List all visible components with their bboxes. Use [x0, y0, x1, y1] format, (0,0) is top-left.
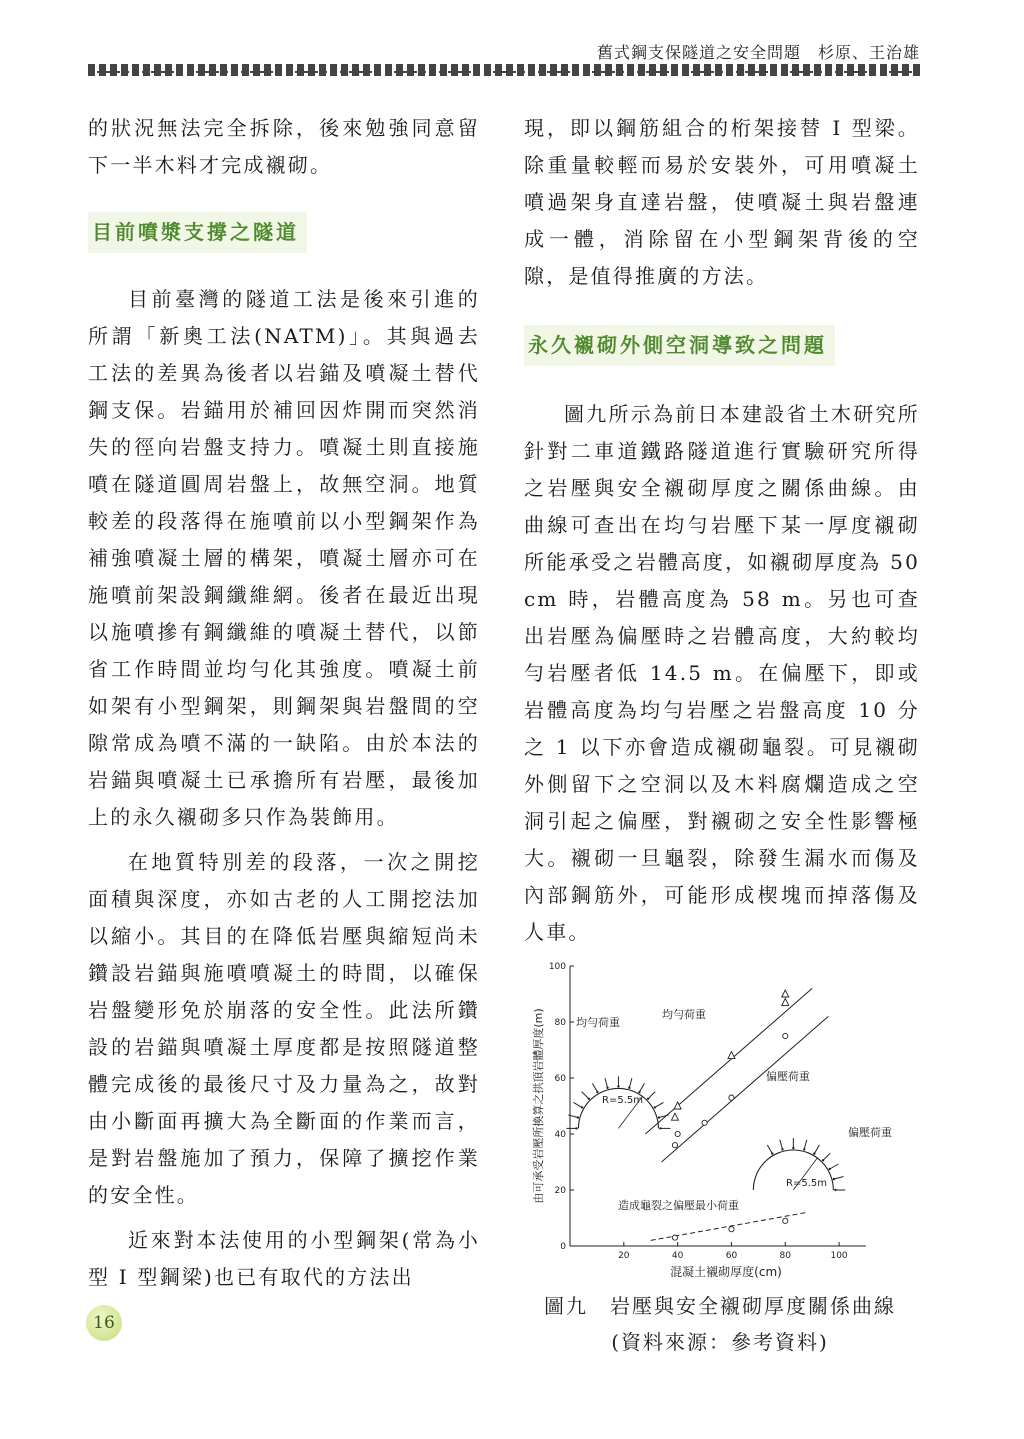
- y-tick-label: 100: [548, 962, 566, 972]
- arrow-head: [577, 1116, 579, 1118]
- data-point-circle: [783, 1033, 788, 1038]
- label-radius-eccentric: R=5.5m: [786, 1178, 827, 1189]
- arrow-head: [833, 1178, 835, 1180]
- y-tick-label: 60: [554, 1074, 566, 1084]
- chart-ylabel: 由可承受岩壓所換算之拱頂岩體厚度(m): [532, 1008, 545, 1204]
- load-arrow: [823, 1153, 830, 1160]
- load-arrow: [780, 1140, 783, 1150]
- arrow-head: [658, 1116, 660, 1118]
- arrow-head: [575, 1127, 577, 1129]
- page-number-badge: 16: [86, 1305, 122, 1341]
- arrow-head: [588, 1098, 590, 1100]
- label-uniform-load-inset: 均勻荷重: [576, 1016, 620, 1029]
- load-arrow: [655, 1102, 664, 1107]
- y-tick-label: 40: [554, 1130, 566, 1140]
- pressure-thickness-chart: [528, 956, 920, 1286]
- figure-nine: [528, 956, 920, 1286]
- right-paragraph-continued: 現，即以鋼筋組合的桁架接替 I 型梁。除重量較輕而易於安裝外，可用噴凝土噴過架身直達岩盤，使噴凝土與岩盤連成一體，消除留在小型鋼架背後的空隙，是值得推廣的方法。: [524, 116, 920, 288]
- x-tick-label: 80: [779, 1251, 791, 1261]
- y-tick-label: 0: [560, 1242, 566, 1252]
- load-arrow: [814, 1145, 819, 1154]
- y-tick-label: 20: [554, 1186, 566, 1196]
- running-head: 舊式鋼支保隧道之安全問題 杉原、王治雄: [596, 43, 920, 62]
- label-radius-uniform: R=5.5m: [602, 1095, 643, 1106]
- data-point-circle: [729, 1227, 734, 1232]
- data-point-circle: [783, 1218, 788, 1223]
- load-arrow: [605, 1078, 608, 1088]
- arrow-head: [834, 1189, 836, 1191]
- label-eccentric-load-inset: 偏壓荷重: [848, 1126, 892, 1139]
- data-point-circle: [672, 1235, 677, 1240]
- arrow-head: [803, 1148, 805, 1150]
- data-point-circle: [675, 1131, 680, 1136]
- arrow-head: [659, 1127, 661, 1129]
- trend-line: [661, 1016, 828, 1162]
- load-arrow: [629, 1078, 632, 1088]
- x-tick-label: 40: [671, 1251, 684, 1261]
- arrow-head: [813, 1152, 815, 1154]
- right-column: [524, 110, 920, 951]
- chart-axes: [549, 962, 866, 1261]
- chart-labels: [531, 1007, 892, 1279]
- y-tick-label: 80: [554, 1018, 566, 1028]
- load-arrow: [830, 1164, 839, 1169]
- data-point-triangle: [671, 1113, 678, 1120]
- header-dashed-rule: [88, 64, 920, 76]
- arrow-head: [606, 1087, 608, 1089]
- section-heading-shotcrete-tunnel: 目前噴漿支撐之隧道: [88, 212, 307, 253]
- data-point-circle: [672, 1143, 677, 1148]
- label-min-crack-load: 造成龜裂之偏壓最小荷重: [618, 1199, 739, 1212]
- arrow-head: [628, 1087, 630, 1089]
- left-paragraph-continued: 的狀況無法完全拆除，後來勉強同意留下一半木料才完成襯砌。: [88, 116, 480, 177]
- load-arrow: [592, 1083, 597, 1092]
- tunnel-insets: [566, 1076, 845, 1191]
- x-tick-label: 60: [725, 1251, 738, 1261]
- load-arrow: [804, 1140, 807, 1150]
- arrow-head: [792, 1147, 794, 1149]
- figure-caption-title: 圖九 岩壓與安全襯砌厚度關係曲線: [544, 1294, 896, 1318]
- arrow-head: [647, 1098, 649, 1100]
- arrow-head: [596, 1091, 598, 1093]
- left-paragraph-natm: 目前臺灣的隧道工法是後來引進的所謂「新奧工法(NATM)」。其與過去工法的差異為後者以岩錨及噴凝土替代鋼支保。岩錨用於補回因炸開而突然消失的徑向岩盤支持力。噴凝土則直接施噴在隧道圓周岩盤上，故無空洞。地質較差的段落得在施噴前以小型鋼架作為補強噴凝土層的構架，噴凝土層亦可在施噴前架設鋼纖維網。後者在最近出現以施噴摻有鋼纖維的噴凝土替代，以節省工作時間並均勻化其強度。噴凝土前如架有小型鋼架，則鋼架與岩盤間的空隙常成為噴不滿的一缺陷。由於本法的岩錨與噴凝土已承擔所有岩壓，最後加上的永久襯砌多只作為裝飾用。: [88, 287, 480, 829]
- left-paragraph-excavation: 在地質特別差的段落，一次之開挖面積與深度，亦如古老的人工開挖法加以縮小。其目的在降低岩壓與縮短尚未鑽設岩錨與施噴噴凝土的時間，以確保岩盤變形免於崩落的安全性。此法所鑽設的岩錨與噴凝土厚度都是按照隧道整體完成後的最後尺寸及力量為之，故對由小斷面再擴大為全斷面的作業而言，是對岩盤施加了預力，保障了擴挖作業的安全性。: [88, 850, 480, 1207]
- left-paragraph-steel-frame: 近來對本法使用的小型鋼架(常為小型 I 型鋼梁)也已有取代的方法出: [88, 1228, 480, 1289]
- load-arrow: [834, 1177, 844, 1180]
- x-tick-label: 20: [618, 1251, 630, 1261]
- left-column: [88, 110, 480, 1296]
- figure-caption: [524, 1288, 916, 1360]
- data-point-triangle: [782, 998, 789, 1005]
- arrow-head: [822, 1159, 824, 1161]
- arrow-head: [771, 1152, 773, 1154]
- arrow-head: [581, 1106, 583, 1108]
- right-paragraph-figure-discussion: 圖九所示為前日本建設省土木研究所針對二車道鐵路隧道進行實驗研究所得之岩壓與安全襯砌厚度之關係曲線。由曲線可查出在均勻岩壓下某一厚度襯砌所能承受之岩體高度，如襯砌厚度為 50 cm 時，岩體高度為 58 m。另也可查出岩壓為偏壓時之岩體高度，大約較均勻岩壓者低 14.5 m。在偏壓下，即或岩體高度為均勻岩壓之岩盤高度 10 分之 1 以下亦會造成襯砌龜裂。可見襯砌外側留下之空洞以及木料腐爛造成之空洞引起之偏壓，對襯砌之安全性影響極大。襯砌一旦龜裂，除發生漏水而傷及內部鋼筋外，可能形成楔塊而掉落傷及人車。: [524, 402, 920, 944]
- section-heading-void-problem: 永久襯砌外側空洞導致之問題: [524, 325, 835, 366]
- arrow-head: [617, 1085, 619, 1087]
- load-arrow: [648, 1092, 655, 1099]
- load-arrow: [639, 1083, 644, 1092]
- arrow-head: [654, 1106, 656, 1108]
- arrow-head: [781, 1148, 783, 1150]
- x-tick-label: 100: [830, 1251, 848, 1261]
- data-point-circle: [702, 1120, 707, 1125]
- data-point-triangle: [782, 990, 789, 997]
- load-arrow: [582, 1092, 589, 1099]
- load-arrow: [659, 1115, 669, 1118]
- figure-caption-source: (資料來源：參考資料): [611, 1330, 829, 1354]
- arrow-head: [829, 1168, 831, 1170]
- data-point-triangle: [728, 1052, 735, 1059]
- arrow-head: [638, 1091, 640, 1093]
- load-arrow: [573, 1102, 582, 1107]
- label-uniform-load-line: 均勻荷重: [662, 1008, 706, 1021]
- chart-xlabel: 混凝土襯砌厚度(cm): [670, 1265, 782, 1279]
- load-arrow: [767, 1145, 772, 1154]
- data-point-circle: [729, 1095, 734, 1100]
- label-eccentric-load-line: 偏壓荷重: [766, 1070, 810, 1083]
